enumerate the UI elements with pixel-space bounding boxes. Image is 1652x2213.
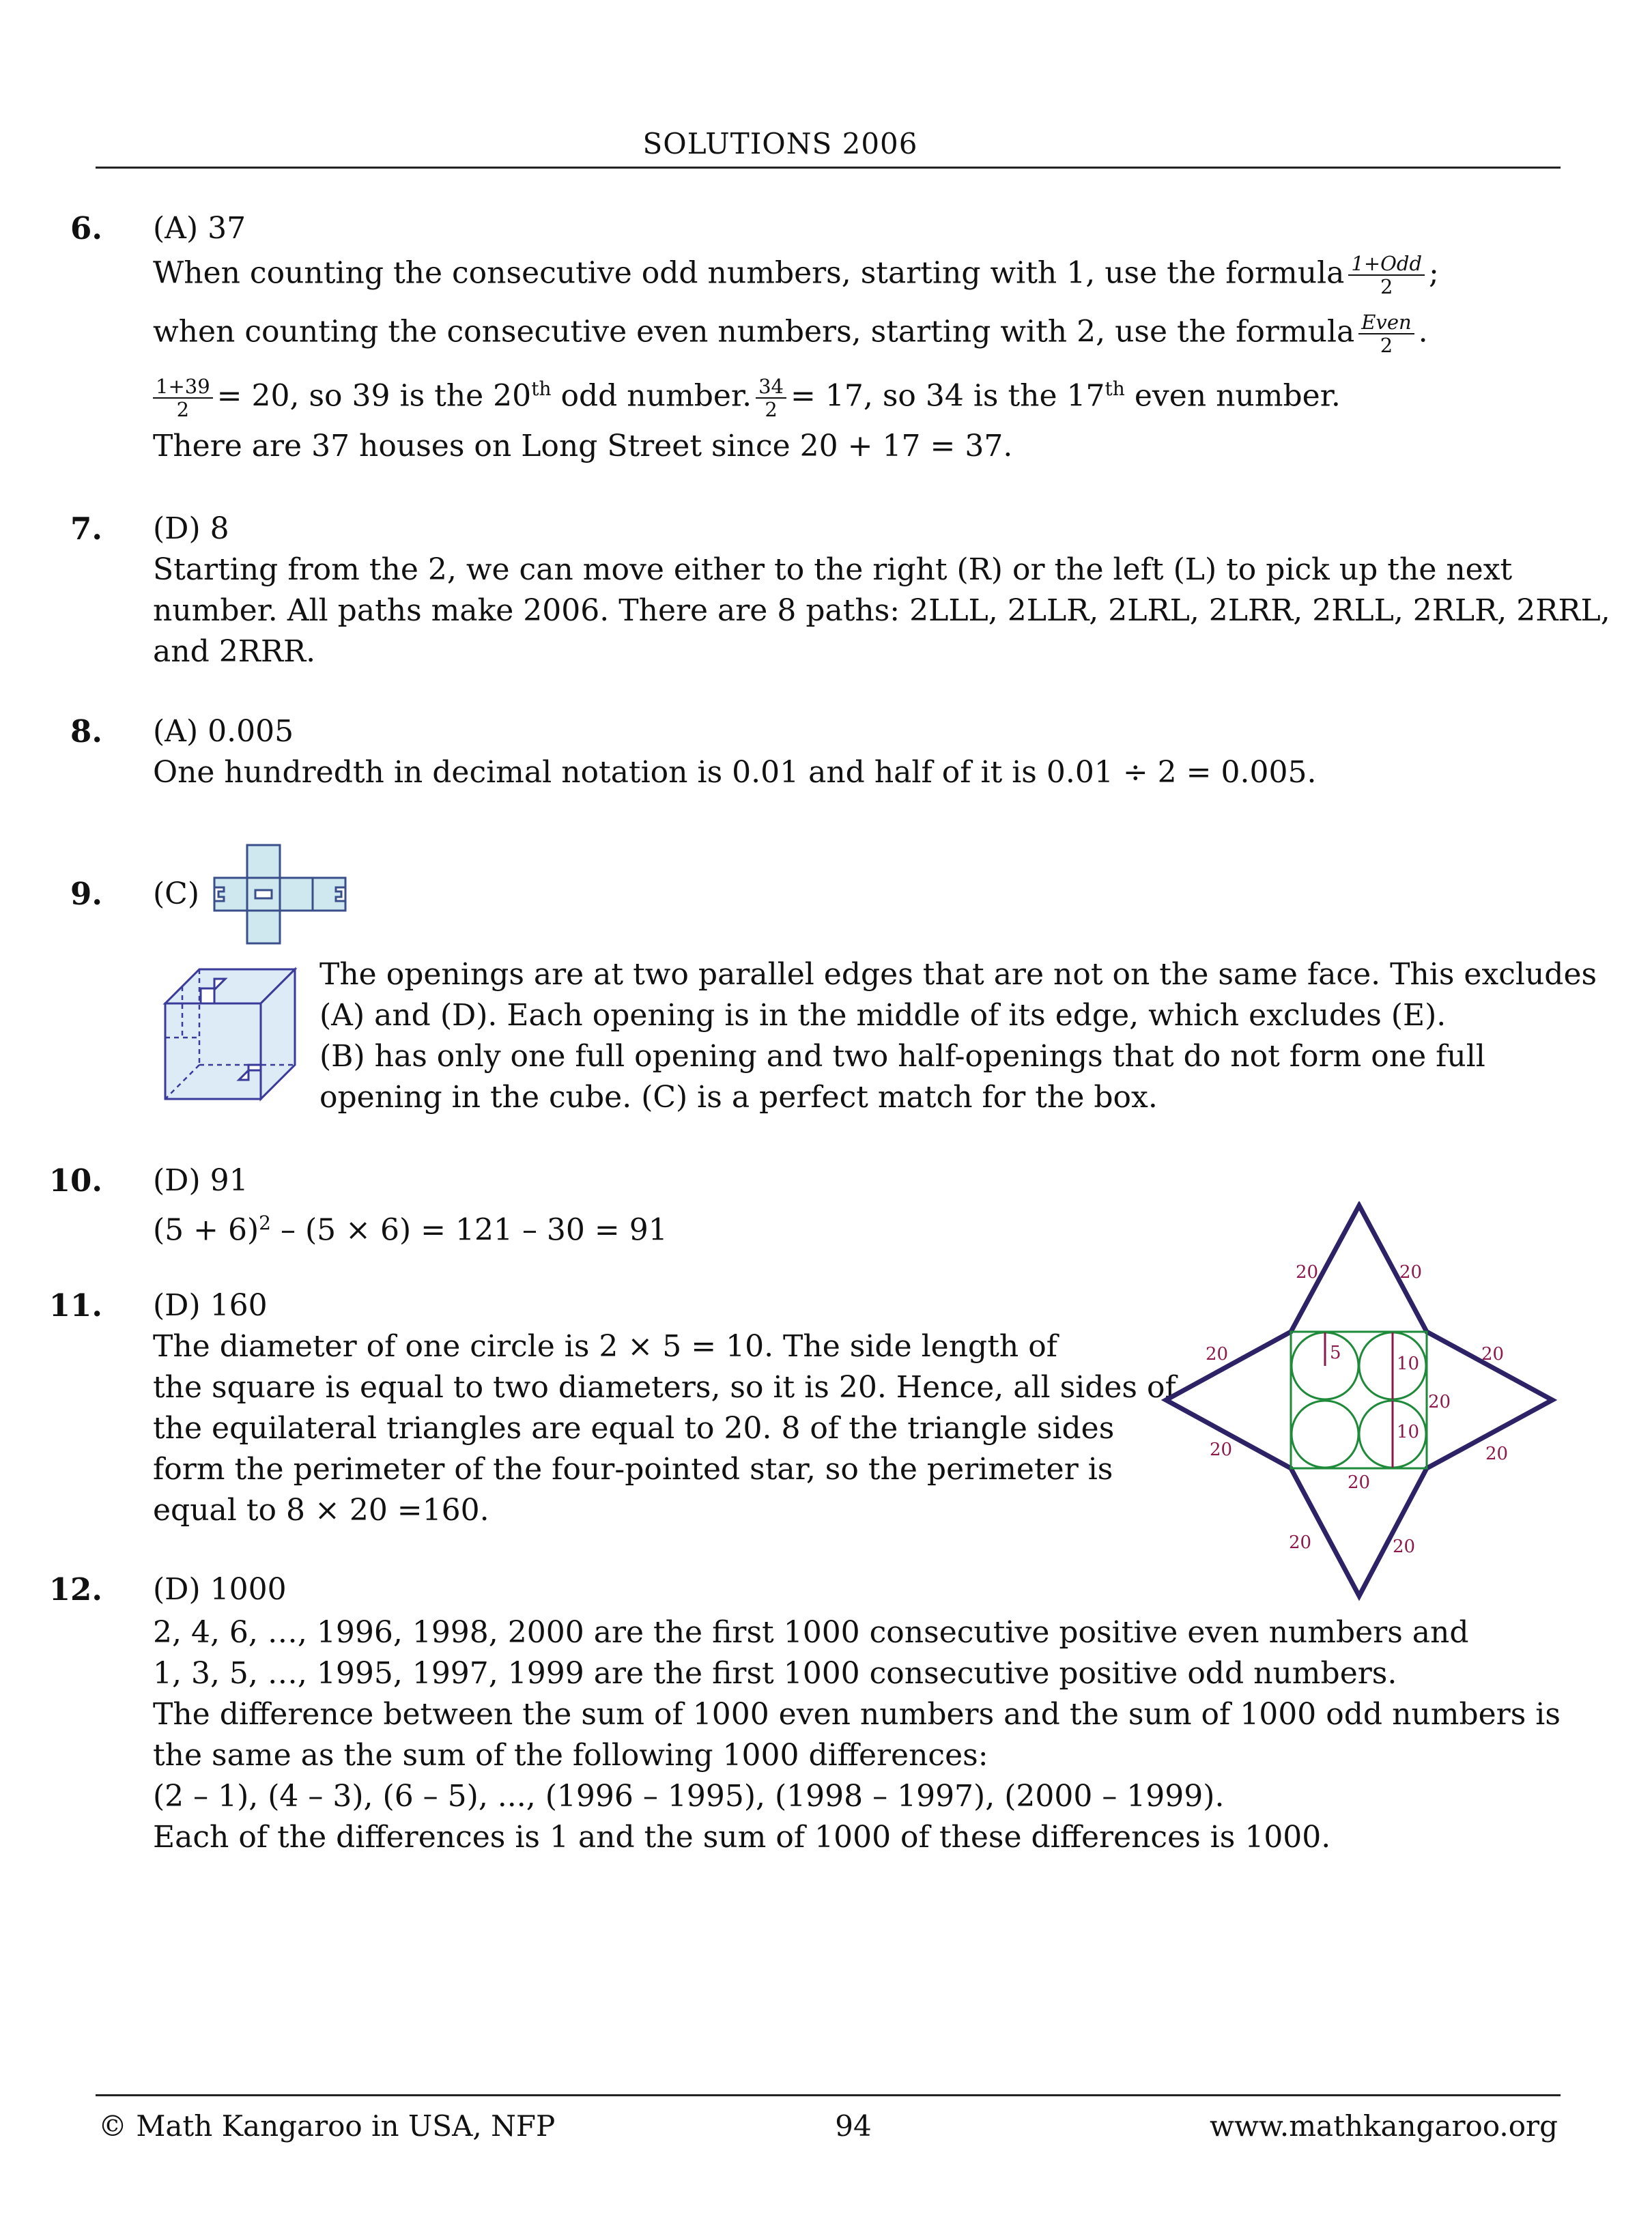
radius-label: 5 — [1330, 1343, 1341, 1363]
net-face-top — [247, 845, 280, 878]
problem-9-number: 9. — [70, 876, 102, 912]
problem-8-answer: (A) 0.005 — [153, 714, 294, 749]
page-header-title: SOLUTIONS 2006 — [642, 127, 918, 160]
problem-7-line-1: Starting from the 2, we can move either to the right (R) or the left (L) to pick up the next — [153, 552, 1513, 587]
problem-11-line-2: the square is equal to two diameters, so it is 20. Hence, all sides of — [153, 1370, 1176, 1405]
problem-9-line-4: opening in the cube. (C) is a perfect match for the box. — [319, 1080, 1158, 1115]
problem-6-answer: (A) 37 — [153, 211, 246, 246]
problem-12-answer: (D) 1000 — [153, 1572, 287, 1607]
problem-7-line-3: and 2RRR. — [153, 634, 316, 669]
fraction-even: $\frac{\text{Even}}{2}$ — [1358, 311, 1414, 356]
problem-8-number: 8. — [70, 713, 102, 749]
star-label-top-right: 20 — [1399, 1262, 1423, 1283]
problem-9-line-1: The openings are at two parallel edges that are not on the same face. This excludes — [319, 957, 1597, 992]
diameter-label-top: 10 — [1397, 1354, 1420, 1374]
problem-11-number: 11. — [48, 1287, 102, 1324]
star-label-left-upper: 20 — [1206, 1344, 1229, 1365]
star-label-left-lower: 20 — [1210, 1440, 1233, 1460]
four-pointed-star-figure — [1160, 1201, 1570, 1611]
problem-12-line-3: The difference between the sum of 1000 even numbers and the sum of 1000 odd numbers is — [153, 1697, 1561, 1732]
problem-8-line: One hundredth in decimal notation is 0.01 and half of it is 0.01 ÷ 2 = 0.005. — [153, 755, 1317, 790]
star-label-bottom-right: 20 — [1393, 1537, 1416, 1557]
square-label-bottom: 20 — [1348, 1472, 1371, 1493]
net-opening-center — [255, 890, 272, 898]
problem-10-answer: (D) 91 — [153, 1163, 248, 1198]
square-label-right: 20 — [1428, 1392, 1451, 1412]
star-label-right-lower: 20 — [1485, 1444, 1509, 1464]
problem-12-number: 12. — [48, 1571, 102, 1608]
problem-12-line-4: the same as the sum of the following 1000 differences: — [153, 1738, 988, 1773]
fraction-1-plus-39: $\frac{1+39}{2}$ — [153, 375, 213, 420]
problem-6-line-4: There are 37 houses on Long Street since 20 + 17 = 37. — [153, 429, 1013, 463]
problem-12-line-6: Each of the differences is 1 and the sum of 1000 of these differences is 1000. — [153, 1820, 1331, 1855]
footer-rule — [96, 2094, 1561, 2096]
problem-6-line-3: $\frac{1+39}{2}$ = 20, so 39 is the 20th odd number. $\frac{34}{2}$ = 17, so 34 is the 17th even number. — [153, 369, 1341, 420]
star-label-bottom-left: 20 — [1289, 1532, 1312, 1553]
header-rule — [96, 167, 1561, 169]
cube-net-figure — [205, 838, 355, 954]
footer-copyright: © Math Kangaroo in USA, NFP — [98, 2109, 556, 2143]
diameter-label-bottom: 10 — [1397, 1422, 1420, 1442]
inner-square — [1291, 1332, 1427, 1468]
problem-12-line-1: 2, 4, 6, …, 1996, 1998, 2000 are the first 1000 consecutive positive even numbers and — [153, 1615, 1469, 1650]
cube-box-figure — [158, 962, 302, 1106]
problem-7-answer: (D) 8 — [153, 511, 229, 546]
star-label-top-left: 20 — [1296, 1262, 1319, 1283]
problem-9-answer: (C) — [153, 876, 199, 911]
problem-6-line-1: When counting the consecutive odd numbers, starting with 1, use the formula $\frac{\text{1+Odd}}{2}$ ; — [153, 252, 1439, 298]
problem-11-line-4: form the perimeter of the four-pointed star, so the perimeter is — [153, 1452, 1113, 1487]
problem-11-line-3: the equilateral triangles are equal to 20. 8 of the triangle sides — [153, 1411, 1115, 1446]
star-label-right-upper: 20 — [1481, 1344, 1505, 1365]
problem-12-line-2: 1, 3, 5, …, 1995, 1997, 1999 are the first 1000 consecutive positive odd numbers. — [153, 1656, 1397, 1691]
problem-6-number: 6. — [70, 210, 102, 246]
problem-7-line-2: number. All paths make 2006. There are 8 paths: 2LLL, 2LLR, 2LRL, 2LRR, 2RLL, 2RLR, 2RRL, — [153, 593, 1610, 628]
footer-page-number: 94 — [835, 2109, 872, 2143]
fraction-34: $\frac{34}{2}$ — [756, 375, 786, 420]
problem-12-line-5: (2 – 1), (4 – 3), (6 – 5), ..., (1996 – 1995), (1998 – 1997), (2000 – 1999). — [153, 1779, 1225, 1814]
problem-7-number: 7. — [70, 511, 102, 547]
problem-11-line-1: The diameter of one circle is 2 × 5 = 10. The side length of — [153, 1329, 1058, 1364]
problem-11-answer: (D) 160 — [153, 1288, 268, 1323]
problem-9-line-3: (B) has only one full opening and two half-openings that do not form one full — [319, 1039, 1485, 1074]
problem-6-line-2: when counting the consecutive even numbers, starting with 2, use the formula $\frac{\text{Even}}{2}$ . — [153, 311, 1428, 357]
fraction-odd: $\frac{\text{1+Odd}}{2}$ — [1348, 253, 1425, 298]
problem-10-number: 10. — [48, 1162, 102, 1199]
footer-website-link[interactable]: www.mathkangaroo.org — [1210, 2109, 1558, 2143]
problem-10-line: $(5 + 6)^2 - (5 \times 6) = 121 - 30 = 91$ — [153, 1212, 668, 1248]
problem-9-line-2: (A) and (D). Each opening is in the middle of its edge, which excludes (E). — [319, 998, 1447, 1033]
circle-bottom-left — [1292, 1401, 1358, 1468]
net-face-right — [280, 878, 313, 911]
net-face-bottom — [247, 911, 280, 943]
problem-11-line-5: equal to 8 × 20 =160. — [153, 1493, 489, 1528]
star-outline — [1166, 1205, 1552, 1596]
